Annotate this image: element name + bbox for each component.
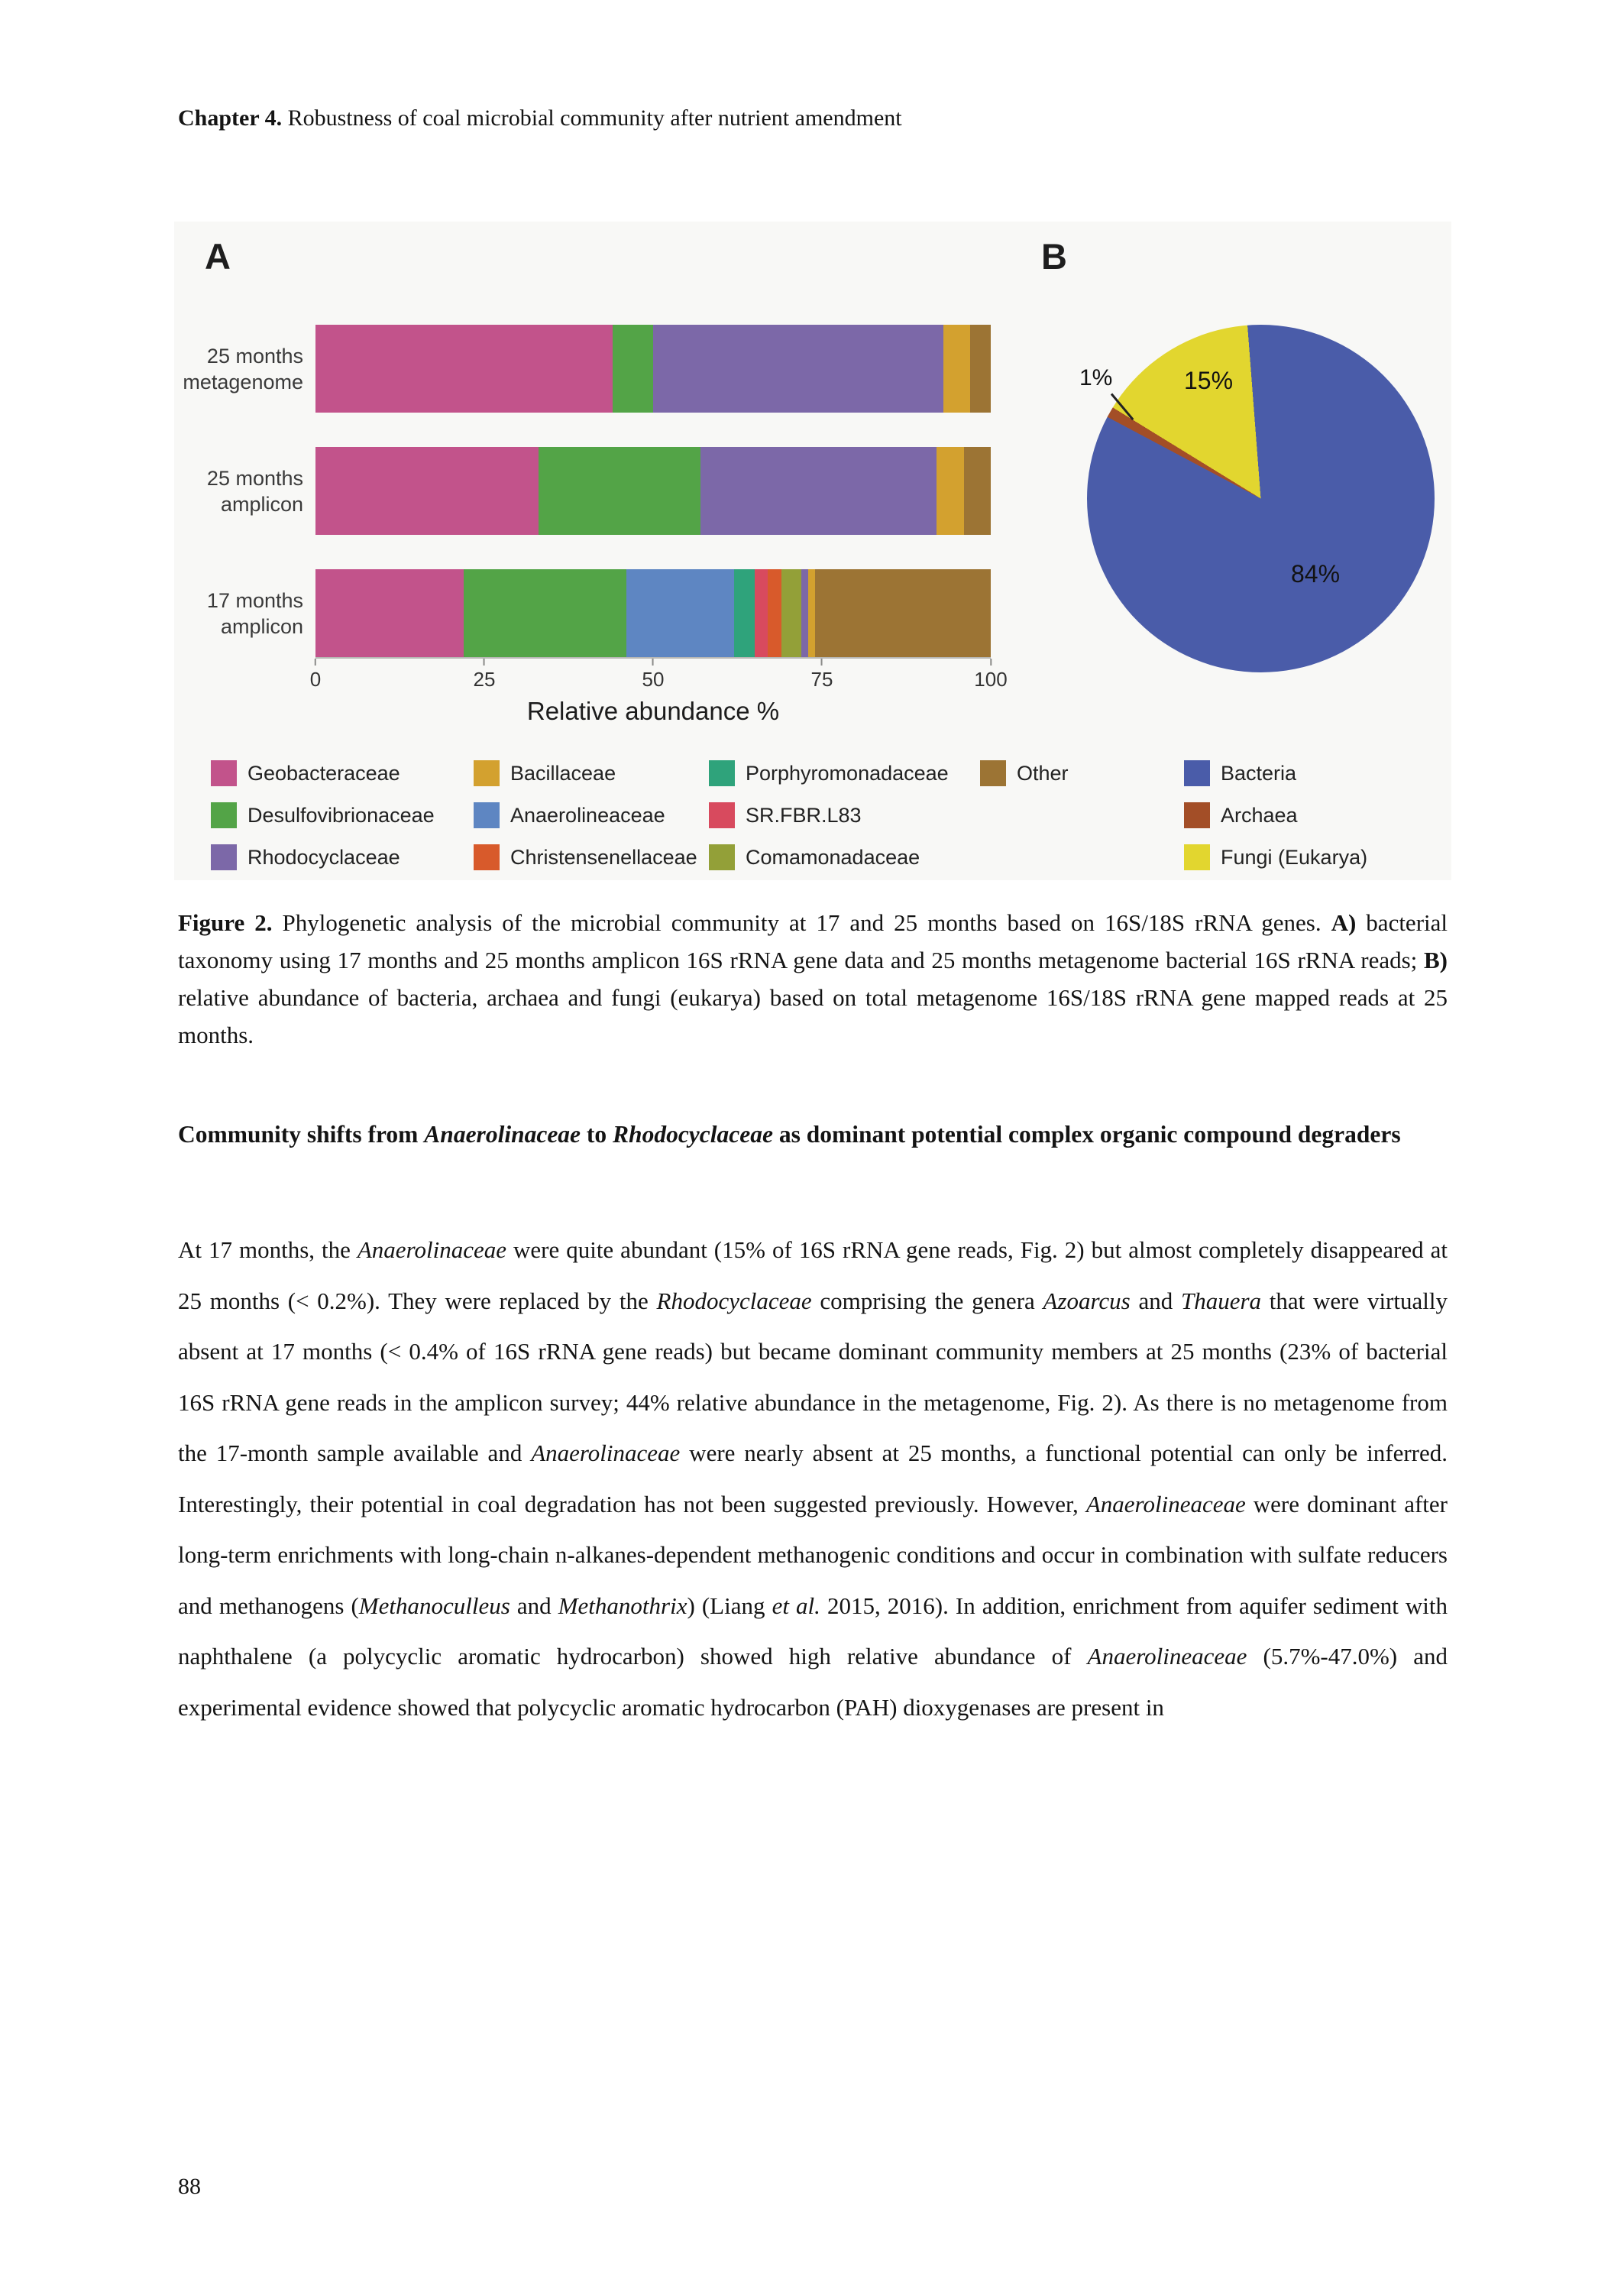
text-segment: A) [1331, 909, 1357, 936]
legend-swatch-rhodocyclaceae [211, 844, 237, 870]
legend-column [980, 760, 1184, 886]
x-tick-mark [821, 659, 823, 666]
bar-segment-rhodocyclaceae [801, 569, 808, 657]
text-segment: were quite abundant (15% of 16S rRNA gene reads, Fig. 2) but almost completely disappeared at 25 months (< 0.2%). They were replaced by the [178, 1236, 1448, 1314]
x-axis [309, 657, 1008, 692]
legend-label: Other [1017, 761, 1069, 785]
bar-segment-desulfovibrionaceae [539, 447, 700, 535]
legend-column [709, 760, 980, 886]
legend-label: Desulfovibrionaceae [247, 803, 435, 827]
bar-segment-geobacteraceae [315, 447, 539, 535]
legend-label: Fungi (Eukarya) [1221, 845, 1368, 869]
text-segment: ) (Liang [687, 1592, 772, 1619]
legend-swatch-bacillaceae [474, 760, 500, 786]
legend-label: Anaerolineaceae [510, 803, 665, 827]
bar-segment-other [964, 447, 991, 535]
legend-label: Porphyromonadaceae [746, 761, 949, 785]
x-tick [974, 659, 1007, 691]
legend-item [211, 802, 474, 828]
legend-swatch-fungi-eukarya- [1184, 844, 1210, 870]
text-segment: Anaerolineaceae [1087, 1643, 1247, 1670]
bar-category-label: 25 months metagenome [183, 344, 303, 394]
legend-column [474, 760, 709, 886]
x-tick-label: 0 [309, 668, 322, 691]
legend-item [1184, 844, 1413, 870]
x-tick-mark [990, 659, 992, 666]
body-paragraph [178, 1225, 1448, 1733]
bar-category-label: 25 months amplicon [206, 466, 303, 516]
bar-segment-geobacteraceae [315, 569, 464, 657]
text-segment: comprising the genera [811, 1287, 1043, 1314]
bar-row [174, 447, 999, 535]
bar-segment-porphyromonadaceae [734, 569, 755, 657]
bar-track [315, 447, 991, 535]
bar-rows [174, 325, 999, 657]
text-segment: that were virtually absent at 17 months (< 0.4% of 16S rRNA gene reads) but became dominant community members at 25 months (23% of bacterial 16S rRNA gene reads in the amplicon survey; 44% relative abundance in the metagenome, Fig. 2). As there is no metagenome from the 17-month sample available and [178, 1287, 1448, 1466]
chapter-header [178, 105, 1448, 131]
legend-item [1184, 760, 1413, 786]
legend-label: Rhodocyclaceae [247, 845, 400, 869]
legend-item [474, 844, 709, 870]
bar-row [174, 325, 999, 413]
legend-label: Archaea [1221, 803, 1298, 827]
legend-item [709, 802, 980, 828]
legend-label: Geobacteraceae [247, 761, 400, 785]
bar-segment-bacillaceae [943, 325, 970, 413]
text-segment: Anaerolineaceae [1085, 1490, 1246, 1517]
text-segment: Azoarcus [1043, 1287, 1131, 1314]
figure-legend [211, 760, 1413, 886]
text-segment: Rhodocyclaceae [613, 1121, 773, 1148]
text-segment: 2015, 2016). In addition, enrichment from aquifer sediment with naphthalene (a polycyclic aromatic hydrocarbon) showed high relative abundance of [178, 1592, 1448, 1670]
x-tick [811, 659, 833, 691]
text-segment: At 17 months, the [178, 1236, 357, 1263]
text-segment: Methanothrix [558, 1592, 687, 1619]
bar-segment-geobacteraceae [315, 325, 613, 413]
text-segment: Anaerolinaceae [531, 1440, 681, 1466]
text-segment: Rhodocyclaceae [656, 1287, 812, 1314]
stacked-bar-chart [174, 325, 999, 691]
text-segment: Phylogenetic analysis of the microbial community at 17 and 25 months based on 16S/18S rRNA genes. [272, 909, 1331, 936]
x-tick [310, 659, 321, 691]
bar-segment-rhodocyclaceae [700, 447, 937, 535]
bar-segment-anaerolineaceae [626, 569, 734, 657]
legend-swatch-other [980, 760, 1006, 786]
text-segment: as dominant potential complex organic compound degraders [772, 1121, 1401, 1148]
legend-item [211, 760, 474, 786]
x-tick-mark [652, 659, 654, 666]
bar-segment-comamonadaceae [781, 569, 802, 657]
legend-item [709, 844, 980, 870]
legend-swatch-anaerolineaceae [474, 802, 500, 828]
panel-b-label: B [1041, 236, 1067, 277]
bar-segment-bacillaceae [937, 447, 963, 535]
bar-segment-desulfovibrionaceae [613, 325, 653, 413]
text-segment: Anaerolinaceae [424, 1121, 581, 1148]
legend-swatch-geobacteraceae [211, 760, 237, 786]
text-segment: Community shifts from [178, 1121, 425, 1148]
bar-segment-rhodocyclaceae [653, 325, 943, 413]
x-axis-title: Relative abundance % [526, 697, 780, 725]
pie-label-bacteria: 84% [1291, 560, 1341, 588]
legend-item [474, 760, 709, 786]
figure-caption [178, 904, 1448, 1054]
bar-segment-sr-fbr-l83 [755, 569, 768, 657]
x-tick-label: 100 [974, 668, 1008, 691]
bar-category-label: 17 months amplicon [206, 588, 303, 638]
text-segment: Thauera [1180, 1287, 1262, 1314]
panel-a-label: A [205, 236, 231, 277]
figure-2 [174, 222, 1451, 880]
pie-chart-panel [1014, 313, 1450, 764]
text-segment: Figure 2. [178, 909, 273, 936]
legend-swatch-sr-fbr-l83 [709, 802, 735, 828]
text-segment: were nearly absent at 25 months, a functional potential can only be inferred. Interestingly, their potential in coal degradation has not been suggested previously. However, [178, 1440, 1448, 1517]
legend-swatch-archaea [1184, 802, 1210, 828]
bar-segment-other [970, 325, 991, 413]
pie-chart [1087, 325, 1435, 672]
legend-label: Comamonadaceae [746, 845, 920, 869]
legend-item [709, 760, 980, 786]
section-heading [178, 1106, 1448, 1164]
text-segment: Chapter 4. [178, 105, 283, 131]
x-tick [642, 659, 665, 691]
bar-segment-christensenellaceae [768, 569, 781, 657]
text-segment: (5.7%-47.0%) and experimental evidence showed that polycyclic aromatic hydrocarbon (PAH) dioxygenases are present in [178, 1643, 1448, 1721]
x-tick [474, 659, 496, 691]
x-tick-label: 25 [473, 668, 496, 691]
bar-segment-bacillaceae [808, 569, 815, 657]
legend-item [980, 760, 1184, 786]
legend-item [1184, 802, 1413, 828]
legend-swatch-christensenellaceae [474, 844, 500, 870]
x-tick-mark [315, 659, 316, 666]
text-segment: B) [1424, 947, 1448, 973]
bar-segment-desulfovibrionaceae [464, 569, 626, 657]
x-tick-label: 50 [642, 668, 665, 691]
x-tick-mark [484, 659, 485, 666]
legend-column [211, 760, 474, 886]
legend-column [1184, 760, 1413, 886]
legend-swatch-porphyromonadaceae [709, 760, 735, 786]
text-segment: to [581, 1121, 613, 1148]
legend-label: SR.FBR.L83 [746, 803, 862, 827]
text-segment: and [510, 1592, 558, 1619]
legend-label: Bacteria [1221, 761, 1297, 785]
bar-track [315, 569, 991, 657]
legend-swatch-bacteria [1184, 760, 1210, 786]
pie-label-fungi: 15% [1184, 367, 1234, 394]
page-number: 88 [178, 2174, 201, 2199]
x-tick-label: 75 [810, 668, 833, 691]
text-segment: Anaerolinaceae [357, 1236, 506, 1263]
text-segment: Methanoculleus [358, 1592, 510, 1619]
text-segment: bacterial taxonomy using 17 months and 25 months amplicon 16S rRNA gene data and 25 months metagenome bacterial 16S rRNA reads; [178, 909, 1448, 973]
bar-segment-other [815, 569, 991, 657]
bar-row [174, 569, 999, 657]
legend-label: Bacillaceae [510, 761, 616, 785]
text-segment: relative abundance of bacteria, archaea and fungi (eukarya) based on total metagenome 16S/18S rRNA gene mapped reads at 25 months. [178, 984, 1448, 1048]
legend-swatch-comamonadaceae [709, 844, 735, 870]
bar-track [315, 325, 991, 413]
legend-item [211, 844, 474, 870]
text-segment: and [1130, 1287, 1181, 1314]
text-segment: Robustness of coal microbial community after nutrient amendment [282, 105, 902, 131]
legend-swatch-desulfovibrionaceae [211, 802, 237, 828]
text-segment: were dominant after long-term enrichments with long-chain n-alkanes-dependent methanogenic conditions and occur in combination with sulfate reducers and methanogens ( [178, 1490, 1448, 1619]
text-segment: et al. [772, 1592, 820, 1619]
legend-label: Christensenellaceae [510, 845, 697, 869]
pie-label-archaea: 1% [1079, 365, 1113, 390]
legend-item [474, 802, 709, 828]
